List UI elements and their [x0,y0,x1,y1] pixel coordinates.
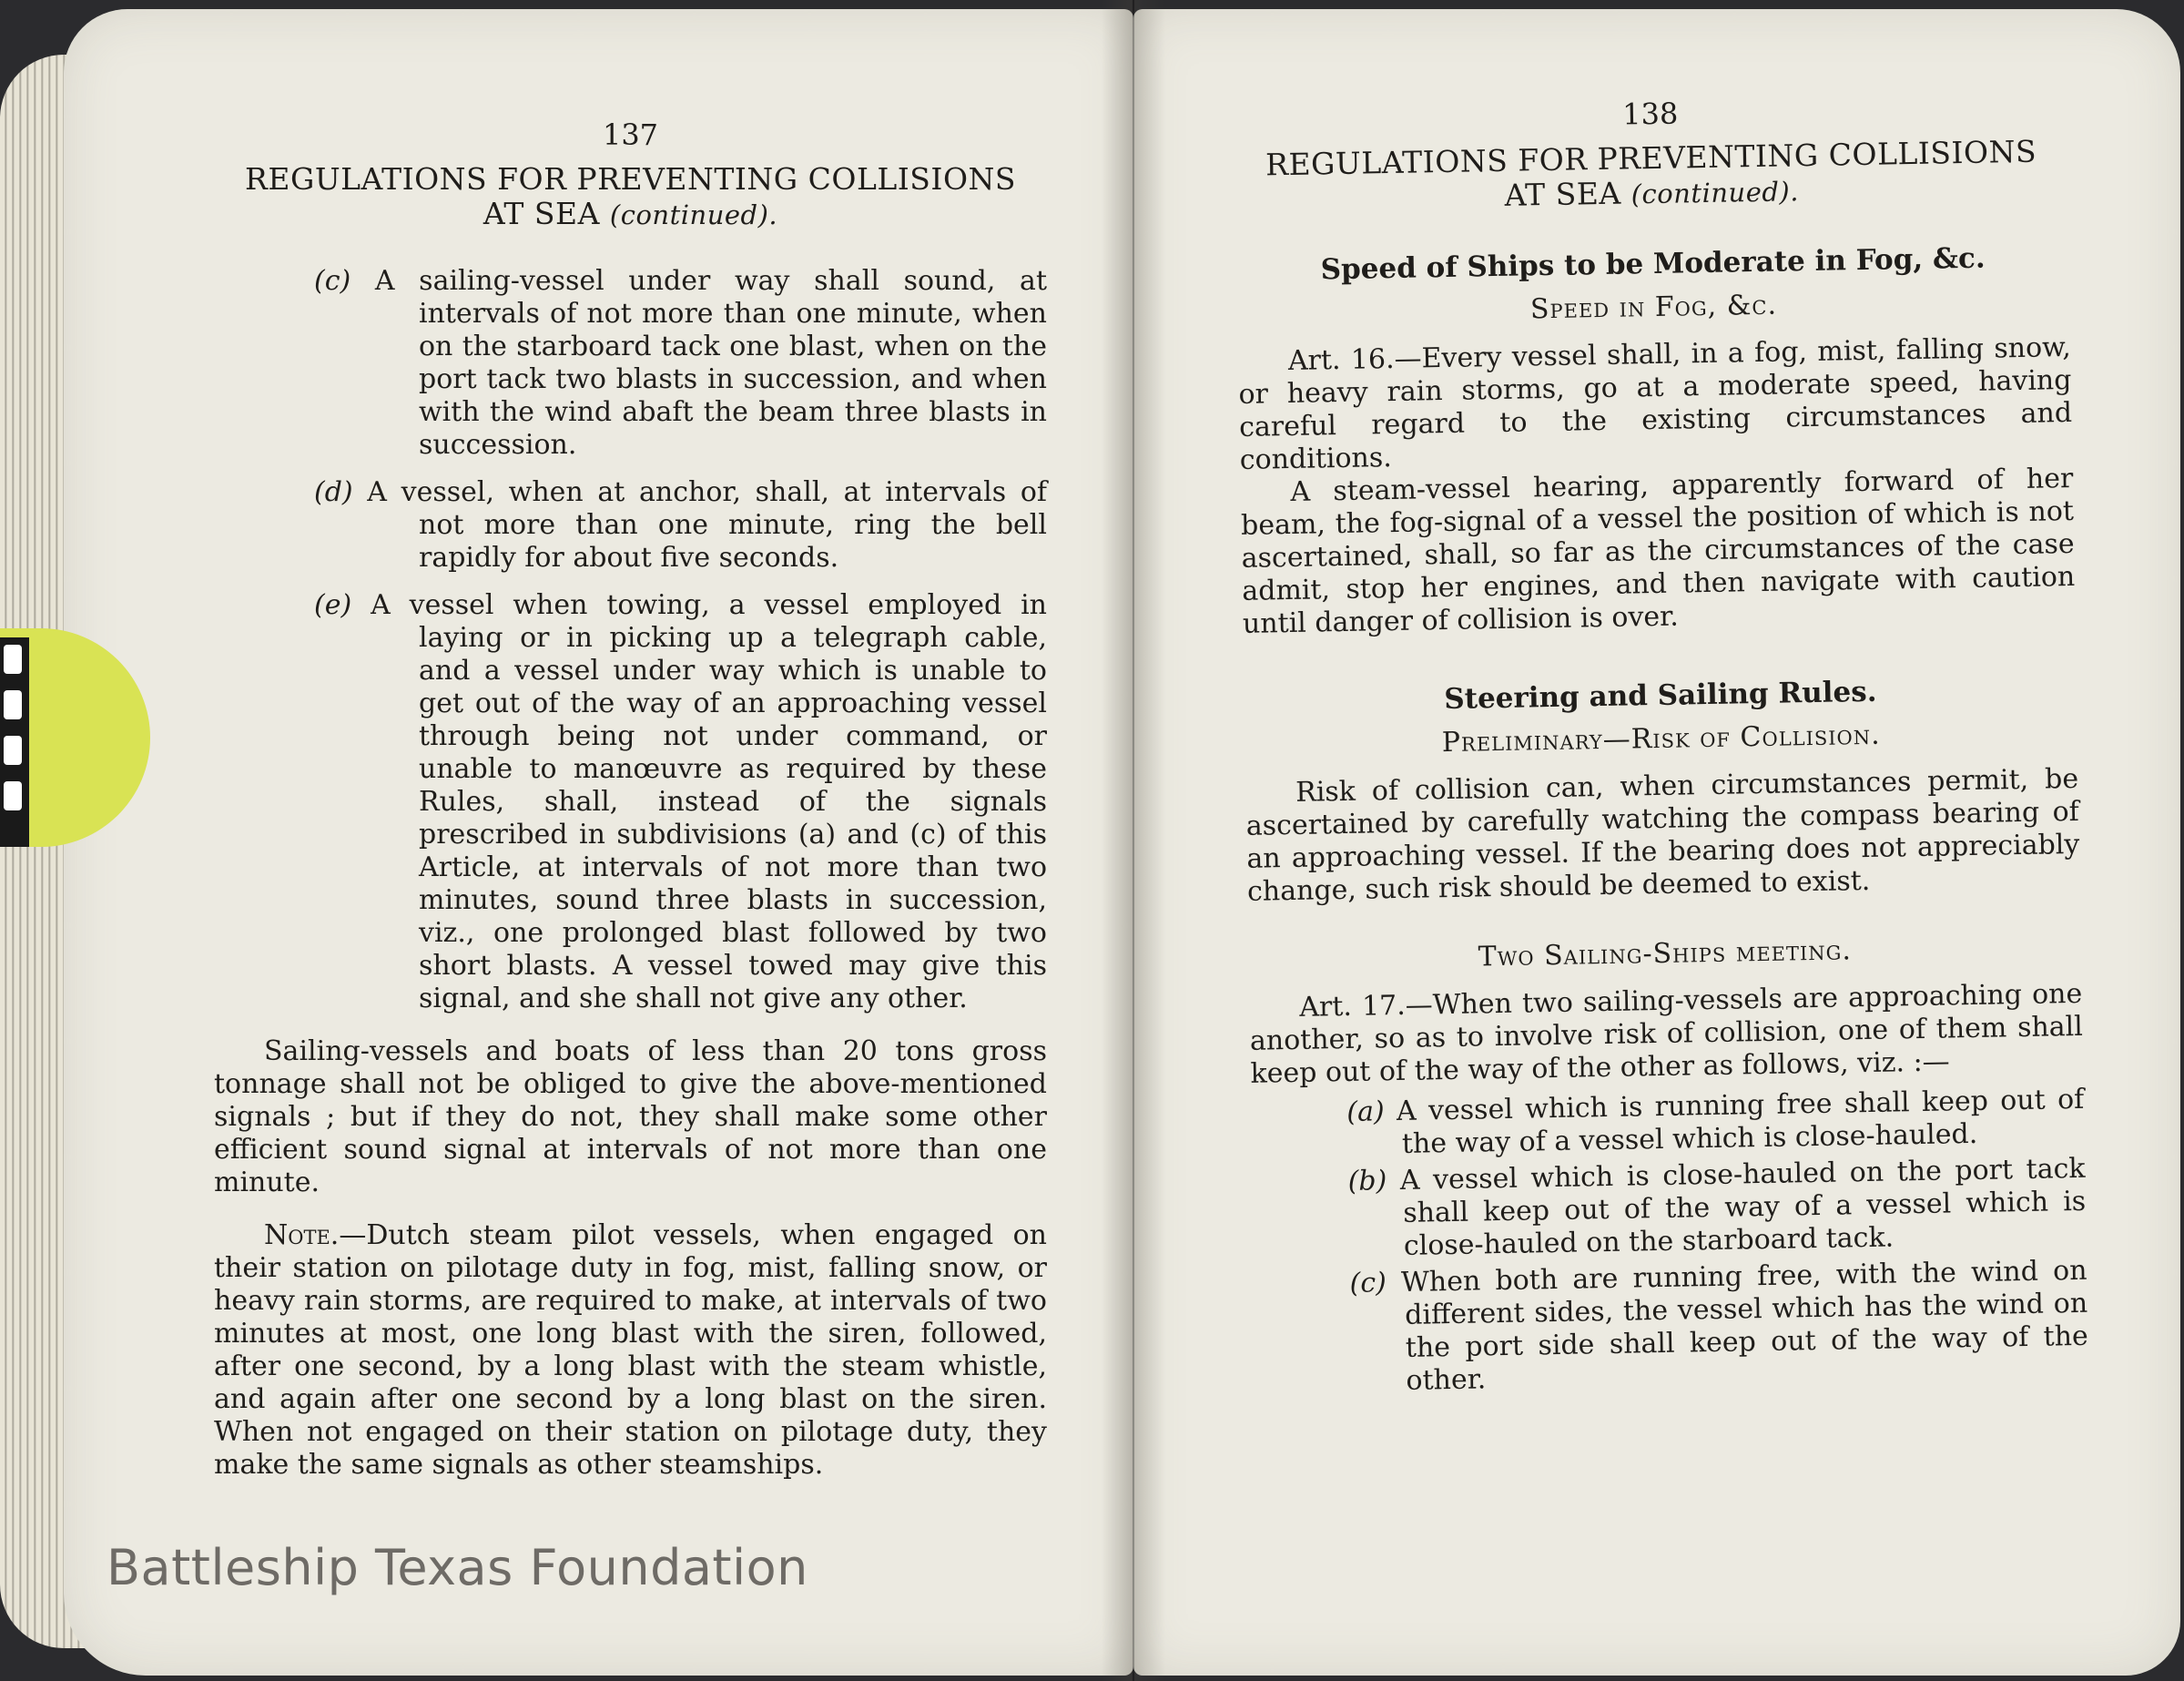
note-label: Note. [264,1219,340,1251]
subdivision-item [1301,1084,2085,1163]
section-title: Speed of Ships to be Moderate in Fog, &c. [1320,241,1986,287]
subdivision-item [269,589,1047,1015]
item-text: A sailing-vessel under way shall sound, at intervals of not more than one minute, when on the starboard tack one blast, when on the port tack two blasts in succession, and when with the wind abaft the beam three blasts in succession. [374,265,1047,461]
heading-continued: (continued). [609,199,778,230]
section-title: Steering and Sailing Rules. [1444,675,1877,717]
item-text: When both are running free, with the wind on different sides, the vessel which has the wind on the port side shall keep out of the way of the other. [1400,1254,2089,1397]
section-subtitle: Preliminary—Risk of Collision. [1441,718,1881,759]
item-marker: (c) [314,265,351,297]
running-heading [1234,134,2068,219]
subdivision-item [269,476,1047,575]
section-subtitle: Speed in Fog, &c. [1529,289,1778,326]
item-marker: (e) [314,589,352,621]
heading-line2: AT SEA [483,196,600,231]
small-vessels-paragraph: Sailing-vessels and boats of less than 20 tons gross tonnage shall not be obliged to give the above-mentioned signals ; but if they do not, they shall make some other efficient sound signal at intervals of not more than one minute. [214,1035,1047,1198]
running-heading [214,162,1047,232]
item-text: A vessel, when at anchor, shall, at intervals of not more than one minute, ring the bell rapidly for about five seconds. [367,476,1047,574]
page-number: 137 [602,117,659,152]
item-marker: (d) [314,476,353,508]
note-text: —Dutch steam pilot vessels, when engaged on their station on pilotage duty in fog, mist, falling snow, or heavy rain storms, are required to make, at intervals of two minutes at most, one long blast with the siren, followed, after one second, by a long blast with the steam whistle, and again after one second by a long blast on the siren. When not engaged on their station on pilotage duty, they make the same signals as other steamships. [214,1219,1047,1481]
left-page-text [214,118,1047,1502]
book-gutter [1102,0,1165,1681]
watermark: Battleship Texas Foundation [107,1539,808,1596]
article-17-paragraph: Art. 17.—When two sailing-vessels are approaching one another, so as to involve risk of collision, one of them shall keep out of the way of the other as follows, viz. :— [1249,977,2084,1090]
risk-paragraph: Risk of collision can, when circumstances permit, be ascertained by carefully watching the compass bearing of an approaching vessel. If the bearing does not appreciably change, such risk should be deemed to exist. [1245,762,2080,908]
heading-line2: AT SEA [1504,175,1622,213]
item-text: A vessel when towing, a vessel employed in laying or in picking up a telegraph cable, and a vessel under way which is unable to get out of the way of an approaching vessel through being not under command, or unable to manœuvre as required by these Rules, shall, instead of the signals prescribed in subdivisions (a) and (c) of this Article, at intervals of not more than two minutes, sound three blasts in succession, viz., one prolonged blast followed by two short blasts. A vessel towed may give this signal, and she shall not give any other. [371,589,1047,1014]
subdivision-item [1302,1153,2087,1265]
item-marker: (b) [1347,1165,1387,1197]
subdivision-item [1304,1255,2088,1400]
right-page-text [1234,90,2089,1404]
page-number: 138 [1621,96,1679,132]
bookmark-tab-strip [0,637,29,847]
heading-line1: REGULATIONS FOR PREVENTING COLLISIONS [1265,133,2037,183]
article-16-paragraph-2: A steam-vessel hearing, apparently forward of her beam, the fog-signal of a vessel the position of which is not ascertained, shall, so far as the circumstances of the case admit, stop her engines, and then navigate with caution until danger of collision is over. [1240,462,2076,640]
item-text: A vessel which is running free shall keep out of the way of a vessel which is close-hauled. [1396,1083,2085,1160]
section-subtitle: Two Sailing-Ships meeting. [1478,934,1853,973]
heading-line1: REGULATIONS FOR PREVENTING COLLISIONS [245,161,1016,197]
note-paragraph [214,1219,1047,1482]
item-marker: (c) [1349,1267,1387,1299]
item-marker: (a) [1346,1095,1385,1128]
subdivision-item [269,265,1047,462]
heading-continued: (continued). [1630,176,1800,210]
item-text: A vessel which is close-hauled on the port tack shall keep out of the way of a vessel which is close-hauled on the starboard tack. [1399,1152,2087,1262]
article-16-paragraph: Art. 16.—Every vessel shall, in a fog, mist, falling snow, or heavy rain storms, go at a moderate speed, having careful regard to the existing circumstances and conditions. [1238,331,2073,476]
